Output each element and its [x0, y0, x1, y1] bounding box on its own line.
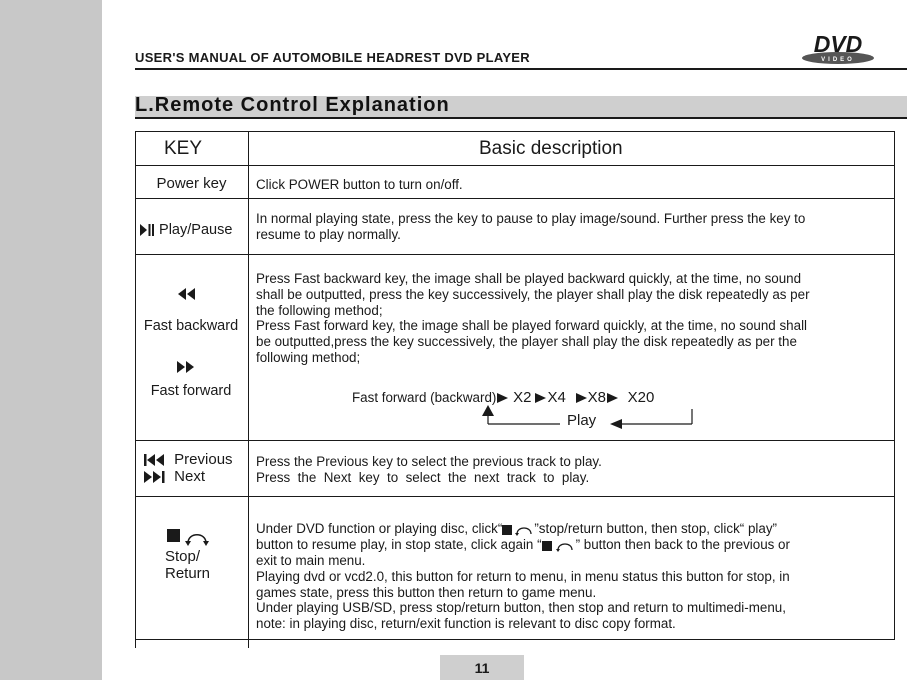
table-bottom-border — [135, 639, 895, 640]
key-return: Return — [165, 565, 211, 582]
desc-fast-line: following method; — [256, 350, 361, 365]
stop-return-icon — [166, 526, 214, 548]
desc-fast-line: shall be outputted, press the key successively, the player shall play the disk repeatedly as per — [256, 287, 810, 302]
key-play-pause — [140, 222, 253, 238]
desc-fast-line: Press Fast forward key, the image shall be played forward quickly, at the time, no sound shall — [256, 318, 808, 333]
key-power: Power key — [156, 175, 227, 192]
fast-forward-icon — [176, 361, 196, 373]
speed-flow-diagram — [352, 389, 654, 406]
dvd-video-logo — [800, 30, 876, 66]
play-pause-icon — [140, 224, 155, 236]
desc-stop-line: note: in playing disc, return/exit function is relevant to disc copy format. — [256, 616, 676, 631]
desc-stop-line1-a: Under DVD function or playing disc, click“ — [256, 521, 503, 536]
table-row-divider — [135, 254, 895, 255]
key-play-pause-label: Play/Pause — [159, 222, 233, 238]
dvd-logo-subtext: VIDEO — [821, 57, 855, 63]
stop-return-inline-icon — [542, 539, 576, 552]
desc-stop-line — [256, 537, 896, 553]
table-row-divider — [135, 440, 895, 441]
desc-stop-line2-a: button to resume play, in stop state, click again “ — [256, 537, 542, 552]
desc-power: Click POWER button to turn on/off. — [256, 177, 463, 192]
flow-step: X20 — [627, 389, 655, 406]
flow-step: X4 — [547, 389, 566, 406]
previous-track-icon — [144, 454, 166, 466]
desc-stop-line — [256, 521, 896, 537]
key-stop: Stop/ — [165, 548, 201, 565]
table-left-border — [135, 131, 136, 648]
page-number: 11 — [474, 660, 490, 676]
key-next — [144, 468, 205, 485]
table-row-divider — [135, 496, 895, 497]
flow-arrow-icon — [497, 393, 508, 403]
desc-fast-line: be outputted,press the key successively, the player shall play the disk repeatedly as per the — [256, 334, 797, 349]
key-fast-forward: Fast forward — [150, 383, 232, 399]
desc-prevnext-line: Press the Previous key to select the previous track to play. — [256, 454, 602, 469]
desc-fast-line: the following method; — [256, 303, 383, 318]
desc-play-pause-line: In normal playing state, press the key to pause to play image/sound. Further press the key to — [256, 211, 806, 226]
desc-stop-line: Under playing USB/SD, press stop/return button, then stop and return to multimedi-menu, — [256, 600, 786, 615]
table-column-divider — [248, 131, 249, 648]
section-title: L.Remote Control Explanation — [135, 94, 450, 116]
column-header-key: KEY — [164, 138, 203, 159]
desc-stop-line2-b: ” button then back to the previous or — [575, 537, 790, 552]
table-row-divider — [135, 198, 895, 199]
key-next-label: Next — [174, 468, 206, 485]
fast-backward-icon — [176, 288, 196, 300]
table-top-border — [135, 131, 895, 132]
stop-return-inline-icon — [502, 523, 534, 536]
key-previous-label: Previous — [174, 451, 233, 468]
flow-label: Fast forward (backward) — [352, 390, 497, 405]
key-fast-backward: Fast backward — [143, 318, 239, 334]
column-header-description: Basic description — [479, 138, 623, 159]
flow-arrow-icon — [607, 393, 618, 403]
flow-play-label: Play — [567, 412, 597, 429]
table-row-divider — [135, 165, 895, 166]
desc-play-pause-line: resume to play normally. — [256, 227, 401, 242]
next-track-icon — [144, 471, 166, 483]
desc-prevnext-line: Press the Next key to select the next track to play. — [256, 470, 590, 485]
dvd-logo-text: DVD — [813, 31, 863, 57]
flow-step: X2 — [513, 389, 532, 406]
flow-arrow-icon — [576, 393, 587, 403]
header-rule — [135, 68, 907, 70]
desc-stop-line1-b: ”stop/return button, then stop, click“ play” — [534, 521, 777, 536]
desc-stop-line: Playing dvd or vcd2.0, this button for return to menu, in menu status this button for stop, in — [256, 569, 790, 584]
left-margin — [0, 0, 102, 680]
desc-stop-line: games state, press this button then return to game menu. — [256, 585, 597, 600]
desc-stop-line: exit to main menu. — [256, 553, 366, 568]
desc-fast-line: Press Fast backward key, the image shall be played backward quickly, at the time, no sound — [256, 271, 802, 286]
manual-header-title: USER'S MANUAL OF AUTOMOBILE HEADREST DVD PLAYER — [135, 50, 530, 65]
key-previous — [144, 451, 233, 468]
flow-step: X8 — [587, 389, 606, 406]
flow-arrow-icon — [535, 393, 546, 403]
